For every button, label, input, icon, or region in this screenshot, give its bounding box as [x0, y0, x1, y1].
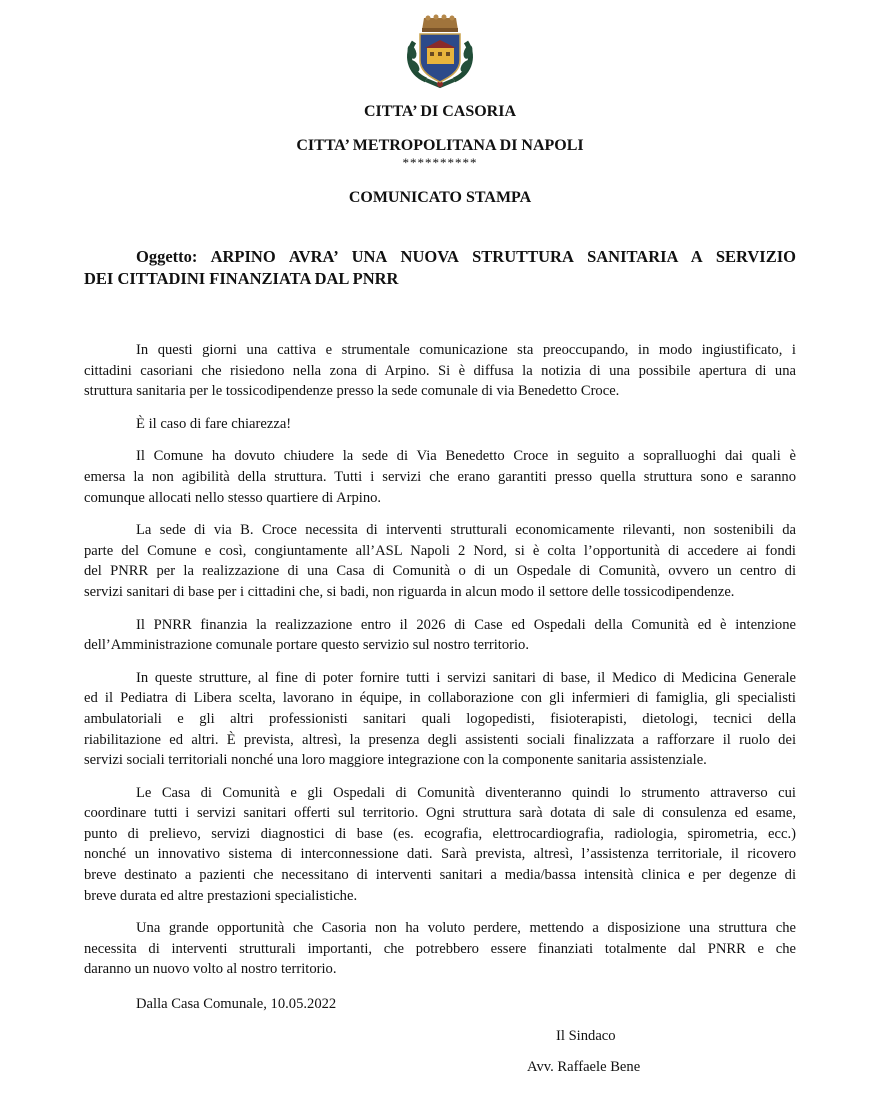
paragraph-line: ambulatoriali e gli altri professionisti sanitari quali logopedisti, fisioterapisti, dietologi, tecnici della: [84, 710, 796, 727]
paragraph-line: breve durata ed altre prestazioni specialistiche.: [84, 887, 358, 904]
document-type: COMUNICATO STAMPA: [348, 189, 532, 206]
paragraph-line: nonché un innovativo sistema di interconnessione dati. Sarà prevista, altresì, l’assistenza territoriale, il ricovero: [84, 846, 796, 863]
paragraph-line: riabilitazione ed altri. È prevista, altresì, la presenza degli assistenti sociali finalizzata a rafforzare il ruolo dei: [84, 731, 796, 748]
paragraph-line: servizi sanitari di base per i cittadini che, si badi, non riguarda in alcun modo il settore delle tossicodipendenze.: [84, 583, 735, 600]
paragraph-line: daranno un nuovo volto al nostro territorio.: [84, 961, 337, 978]
city-crest-logo: [400, 14, 480, 90]
city-heading: CITTA’ DI CASORIA: [363, 103, 516, 120]
paragraph-line: punto di prelievo, servizi diagnostici di base (es. ecografia, elettrocardiografia, radiologia, spirometria, ecc.): [84, 825, 796, 842]
body-paragraph: [84, 668, 796, 771]
paragraph-line: struttura sanitaria per le tossicodipendenze presso la sede comunale di via Benedetto Croce.: [84, 383, 620, 400]
paragraph-line: necessita di interventi strutturali importanti, che potrebbero essere finanziati totalmente dal PNRR e che: [84, 940, 796, 957]
subject-line-1: Oggetto: ARPINO AVRA’ UNA NUOVA STRUTTURA SANITARIA A SERVIZIO: [136, 247, 796, 266]
body-paragraph: [84, 520, 796, 602]
paragraph-line: parte del Comune e così, congiuntamente all’ASL Napoli 2 Nord, si è colta l’opportunità di accedere ai fondi: [84, 542, 796, 559]
paragraph-line: È il caso di fare chiarezza!: [136, 415, 292, 432]
metro-heading: CITTA’ METROPOLITANA DI NAPOLI: [296, 137, 584, 154]
signatory-role: Il Sindaco: [556, 1028, 616, 1045]
paragraph-line: Una grande opportunità che Casoria non ha voluto perdere, mettendo a disposizione una struttura che: [136, 920, 796, 937]
place-date: Dalla Casa Comunale, 10.05.2022: [136, 996, 337, 1013]
body-paragraph: [84, 615, 796, 656]
subject: [84, 246, 796, 290]
paragraph-line: Le Casa di Comunità e gli Ospedali di Comunità diventeranno quindi lo strumento attraverso cui: [136, 784, 796, 801]
paragraph-line: In questi giorni una cattiva e strumentale comunicazione sta preoccupando, in modo ingiustificato, i: [136, 342, 796, 358]
paragraph-line: servizi sociali territoriali nonché una loro maggiore integrazione con la componente sanitaria assistenziale.: [84, 752, 707, 769]
paragraph-line: emersa la non agibilità della struttura. Tutti i servizi che erano garantiti presso quella struttura sono e saranno: [84, 468, 796, 485]
paragraph-line: breve destinato a pazienti che necessitano di interventi sanitari a media/bassa intensità clinica e per degenze di: [84, 867, 796, 884]
separator-stars: **********: [402, 155, 478, 170]
signatory-name: Avv. Raffaele Bene: [527, 1059, 641, 1076]
body-paragraph: [84, 918, 796, 980]
paragraph-line: dell’Amministrazione comunale portare questo servizio sul nostro territorio.: [84, 637, 529, 654]
subject-line-2: DEI CITTADINI FINANZIATA DAL PNRR: [84, 269, 399, 288]
paragraph-line: In queste strutture, al fine di poter fornire tutti i servizi sanitari di base, il Medico di Medicina Generale: [136, 669, 796, 686]
paragraph-line: La sede di via B. Croce necessita di interventi strutturali economicamente rilevanti, non sostenibili da: [136, 522, 796, 539]
paragraph-line: comunque allocati nello stesso quartiere di Arpino.: [84, 489, 382, 506]
paragraph-line: Il PNRR finanzia la realizzazione entro il 2026 di Case ed Ospedali della Comunità ed è intenzione: [136, 616, 796, 633]
paragraph-line: cittadini casoriani che risiedono nella zona di Arpino. Si è diffusa la notizia di una possibile apertura di una: [84, 362, 796, 379]
crest-container: [84, 14, 796, 94]
paragraph-line: del PNRR per la realizzazione di una Casa di Comunità o di un Ospedale di Comunità, ovvero un centro di: [84, 563, 796, 580]
paragraph-line: ed il Pediatra di Libera scelta, lavorano in équipe, in collaborazione con gli infermieri di famiglia, gli specialisti: [84, 690, 796, 707]
paragraph-line: Il Comune ha dovuto chiudere la sede di Via Benedetto Croce in seguito a sopralluoghi dai quali è: [136, 448, 796, 465]
body-text: [84, 340, 796, 980]
paragraph-line: coordinare tutti i servizi sanitari offerti sul territorio. Ogni struttura sarà dotata di sale di consulenza ed esame,: [84, 805, 796, 822]
body-paragraph: [84, 414, 796, 435]
body-paragraph: [84, 446, 796, 508]
body-paragraph: [84, 783, 796, 907]
body-paragraph: [84, 340, 796, 402]
